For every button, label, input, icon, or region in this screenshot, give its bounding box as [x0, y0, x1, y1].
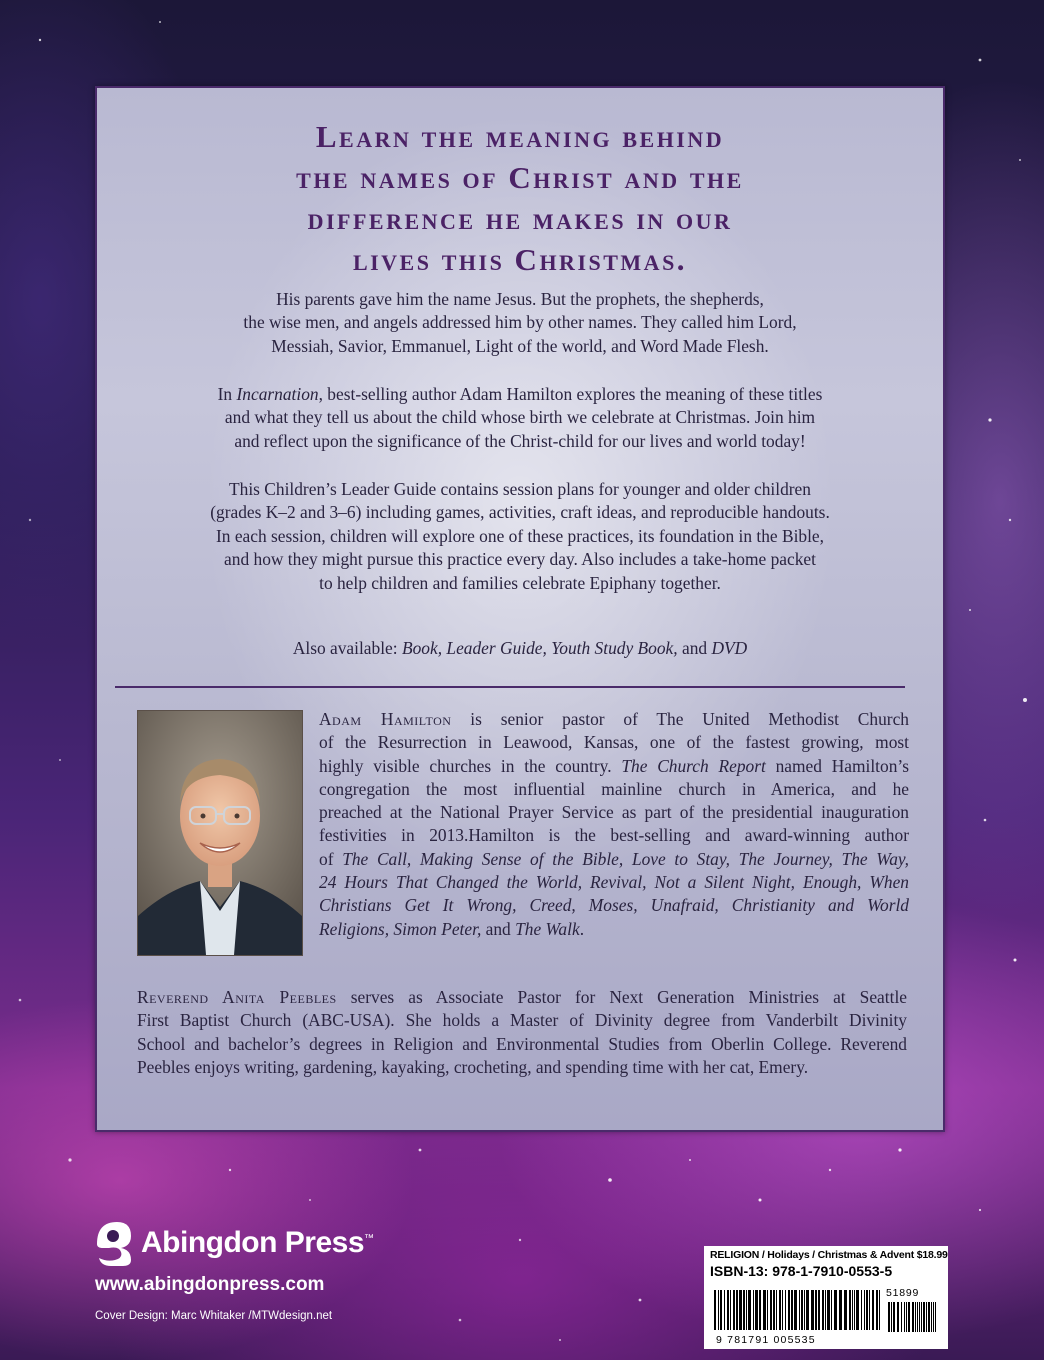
barcode-bar	[804, 1290, 805, 1330]
category-price: RELIGION / Holidays / Christmas & Advent $18.99	[710, 1249, 948, 1261]
barcode-bar	[767, 1290, 768, 1330]
text-fragment: of	[319, 848, 343, 869]
barcode-bar	[753, 1290, 754, 1330]
text-line: congregation the most influential mainline church in America, and he	[319, 778, 909, 799]
text-line: to help children and families celebrate Epiphany together.	[319, 572, 721, 593]
barcode-bar	[815, 1290, 817, 1330]
barcode-addon-bar	[917, 1302, 918, 1332]
abingdon-logo-icon	[93, 1218, 135, 1268]
barcode-addon-bar	[933, 1302, 934, 1332]
text-line: preached at the National Prayer Service as part of the presidential inauguration	[319, 802, 909, 823]
barcode-bar	[825, 1290, 826, 1330]
barcode-bar	[714, 1290, 716, 1330]
text-line: and how they might pursue this practice every day. Also includes a take-home packet	[224, 549, 816, 570]
barcode-bar	[849, 1290, 851, 1330]
product-list: Book, Leader Guide, Youth Study Book,	[401, 638, 678, 658]
text-line	[137, 383, 903, 406]
back-cover-panel	[95, 86, 945, 1132]
author-portrait-image	[138, 711, 302, 955]
barcode-bar	[856, 1290, 859, 1330]
book-title: Incarnation	[236, 384, 319, 404]
barcode-bar	[746, 1290, 747, 1330]
text-fragment: Also available:	[292, 638, 402, 658]
author-photo	[137, 710, 303, 956]
barcode-bar	[854, 1290, 855, 1330]
barcode-bar	[763, 1290, 766, 1330]
barcode-addon-bar	[923, 1302, 925, 1332]
book-titles: The Call, Making Sense of the Bible, Love to Stay, The Journey, The Way,	[342, 848, 909, 869]
text-fragment: and	[481, 918, 516, 939]
text-fragment: is senior pastor of The United Methodist Church	[451, 709, 909, 729]
product-dvd: DVD	[711, 638, 748, 658]
barcode-bar	[788, 1290, 790, 1330]
trademark: ™	[364, 1233, 374, 1244]
barcode-bar	[844, 1290, 847, 1330]
text-line: In each session, children will explore one of these practices, its foundation in the Bible,	[215, 525, 825, 546]
headline-line-1: Learn the meaning behind	[315, 119, 725, 154]
publisher-name-text: Abingdon Press	[141, 1226, 365, 1259]
barcode-bar	[755, 1290, 758, 1330]
barcode-bar	[748, 1290, 751, 1330]
section-divider	[115, 686, 905, 688]
barcode-bar	[852, 1290, 853, 1330]
also-available	[137, 637, 903, 660]
cover-design-credit: Cover Design: Marc Whitaker /MTWdesign.net	[95, 1310, 333, 1322]
text-line: This Children’s Leader Guide contains session plans for younger and older children	[229, 479, 811, 499]
barcode-digits: 9 781791 005535	[716, 1334, 816, 1346]
barcode-bar	[822, 1290, 824, 1330]
text-line	[319, 848, 909, 871]
barcode-box	[704, 1246, 948, 1349]
text-fragment: highly visible churches in the country.	[319, 755, 622, 776]
headline	[97, 116, 943, 280]
barcode-bar	[730, 1290, 731, 1330]
barcode-bar	[776, 1290, 777, 1330]
barcode-addon-bar	[893, 1302, 895, 1332]
barcode-addon-bar	[928, 1302, 930, 1332]
publication-title: The Church Report	[621, 755, 766, 776]
book-titles: 24 Hours That Changed the World, Revival, Not a Silent Night, Enough, When	[319, 872, 909, 893]
text-line	[319, 918, 909, 941]
barcode-bar	[724, 1290, 725, 1330]
barcode-bar	[866, 1290, 868, 1330]
barcode-addon-bar	[935, 1302, 936, 1332]
barcode-bar	[879, 1290, 880, 1330]
text-line	[319, 708, 909, 731]
text-line	[319, 871, 909, 894]
barcode-bar	[827, 1290, 830, 1330]
barcode-bar	[782, 1290, 783, 1330]
headline-line-3: difference he makes in our	[307, 201, 733, 236]
barcode-addon-bar	[926, 1302, 927, 1332]
barcode-bar	[818, 1290, 820, 1330]
barcode-bar	[743, 1290, 745, 1330]
barcode-bar	[773, 1290, 775, 1330]
description-paragraph-1	[137, 288, 903, 358]
text-line: First Baptist Church (ABC-USA). She holds a Master of Divinity degree from Vanderbilt Divinity	[137, 1010, 907, 1031]
description-paragraph-3	[137, 478, 903, 595]
barcode-addon-bar	[908, 1302, 910, 1332]
barcode-bar	[831, 1290, 832, 1330]
barcode-bar	[770, 1290, 772, 1330]
text-line: of the Resurrection in Leawood, Kansas, one of the fastest growing, most	[319, 732, 909, 753]
barcode-addon-bar	[901, 1302, 902, 1332]
text-fragment: , best-selling author Adam Hamilton explores the meaning of these titles	[318, 384, 823, 404]
barcode-bar	[869, 1290, 870, 1330]
text-line: and reflect upon the significance of the Christ-child for our lives and world today!	[234, 430, 806, 451]
barcode-bar	[759, 1290, 761, 1330]
text-line	[137, 986, 907, 1009]
author-bio	[319, 708, 909, 941]
barcode-bar	[794, 1290, 797, 1330]
barcode-bar	[876, 1290, 878, 1330]
book-titles: Christians Get It Wrong, Creed, Moses, Unafraid, Christianity and World	[319, 895, 909, 916]
book-titles: Religions, Simon Peter,	[319, 918, 482, 939]
text-fragment: serves as Associate Pastor for Next Generation Ministries at Seattle	[336, 987, 907, 1007]
barcode-addon-bar	[931, 1302, 932, 1332]
text-line: School and bachelor’s degrees in Religion and Environmental Studies from Oberlin College. Reverend	[137, 1033, 907, 1054]
barcode-addon-bar	[915, 1302, 916, 1332]
publisher-name	[141, 1226, 374, 1260]
barcode-bar	[727, 1290, 729, 1330]
barcode-addon-bar	[912, 1302, 914, 1332]
text-fragment: In	[217, 384, 237, 404]
barcode-addon-bar	[921, 1302, 922, 1332]
barcode-bar	[779, 1290, 781, 1330]
barcode-bar	[736, 1290, 738, 1330]
barcode-bar	[720, 1290, 722, 1330]
barcode-bar	[799, 1290, 800, 1330]
barcode-bar	[839, 1290, 842, 1330]
text-line: festivities in 2013.Hamilton is the best-selling and award-winning author	[319, 825, 909, 846]
barcode-addon-bar	[891, 1302, 892, 1332]
barcode-addon-digits: 51899	[886, 1287, 920, 1299]
contributor-bio	[137, 986, 907, 1080]
barcode-addon-bar	[904, 1302, 905, 1332]
text-line: Messiah, Savior, Emmanuel, Light of the world, and Word Made Flesh.	[271, 335, 769, 356]
barcode-bar	[806, 1290, 809, 1330]
text-fragment: .	[579, 918, 585, 939]
barcode-bar	[872, 1290, 874, 1330]
barcode-addon-bar	[906, 1302, 907, 1332]
text-line: Peebles enjoys writing, gardening, kayaking, crocheting, and spending time with her cat, Emery.	[137, 1057, 809, 1078]
barcode-addon-bar	[919, 1302, 920, 1332]
headline-line-4: lives this Christmas.	[352, 242, 688, 277]
text-line	[137, 637, 903, 660]
text-line: the wise men, and angels addressed him by other names. They called him Lord,	[243, 312, 797, 333]
author-name: Adam Hamilton	[319, 709, 452, 729]
text-line	[319, 894, 909, 917]
isbn-label: ISBN-13: 978-1-7910-0553-5	[710, 1263, 893, 1279]
headline-line-2: the names of Christ and the	[296, 160, 744, 195]
barcode-bar	[785, 1290, 786, 1330]
barcode-bar	[861, 1290, 862, 1330]
text-line	[319, 755, 909, 778]
barcode-bar	[733, 1290, 735, 1330]
barcode-bar	[739, 1290, 742, 1330]
text-line: and what they tell us about the child whose birth we celebrate at Christmas. Join him	[224, 407, 816, 428]
barcode-addon-bar	[897, 1302, 899, 1332]
barcode-bar	[801, 1290, 803, 1330]
barcode-bar	[718, 1290, 719, 1330]
publisher-logo	[93, 1218, 374, 1268]
text-fragment: and	[677, 638, 712, 658]
barcode-addon-bar	[888, 1302, 890, 1332]
text-fragment: named Hamilton’s	[765, 755, 910, 776]
barcode-bar	[791, 1290, 793, 1330]
contributor-name: Reverend Anita Peebles	[137, 987, 337, 1007]
text-line: His parents gave him the name Jesus. But the prophets, the shepherds,	[276, 289, 764, 309]
barcode-bar	[811, 1290, 814, 1330]
barcode-bar	[834, 1290, 837, 1330]
publisher-url[interactable]: www.abingdonpress.com	[95, 1274, 325, 1295]
description-paragraph-2	[137, 383, 903, 453]
text-line: (grades K–2 and 3–6) including games, activities, craft ideas, and reproducible handouts.	[210, 502, 830, 523]
book-title: The Walk	[515, 918, 580, 939]
barcode-bar	[864, 1290, 865, 1330]
